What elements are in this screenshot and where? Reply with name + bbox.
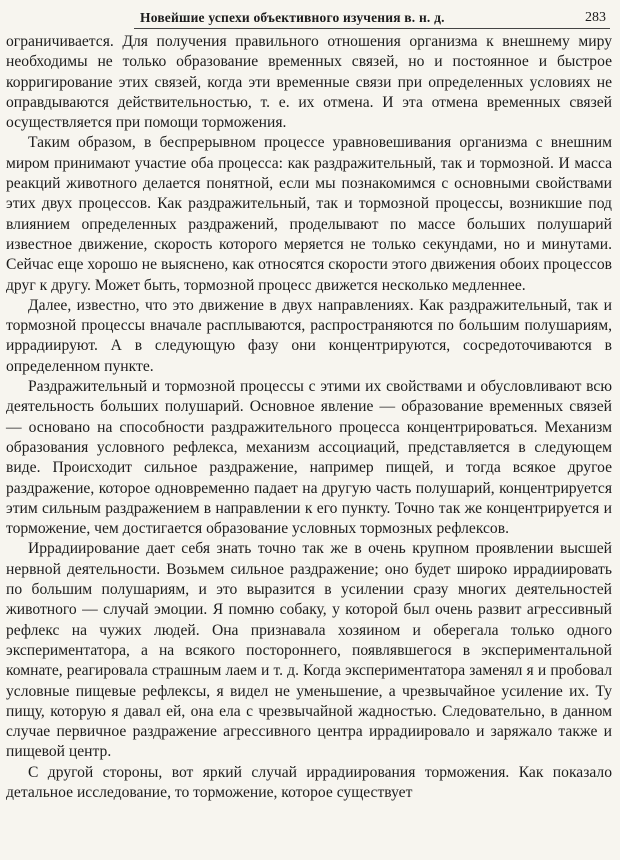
body-text xyxy=(6,32,612,803)
paragraph: Таким образом, в беспрерывном процессе уравновешивания организма с внешним миром принимают участие оба процесса: как раздражительный, так и тормозной. И масса реакций животного делается понятной, если мы познакомимся с основными свойствами этих двух процессов. Как раздражительный, так и тормозной процессы, возникшие под влиянием определенных раздражений, проделывают по массе больших полушарий известное движение, скорость которого меряется не только секундами, но и минутами. Сейчас еще хорошо не выяснено, как относятся скорости этого движения обоих процессов друг к другу. Может быть, тормозной процесс движется несколько медленнее. xyxy=(6,134,612,294)
header-rule xyxy=(134,28,610,29)
paragraph: ограничивается. Для получения правильного отношения организма к внешнему миру необходимы не только образование временных связей, но и постоянное и быстрое корригирование этих связей, когда эти временные связи при определенных условиях не оправдываются действительностью, т. е. их отмена. И эта отмена временных связей осуществляется при помощи торможения. xyxy=(6,33,612,132)
paragraph: Далее, известно, что это движение в двух направлениях. Как раздражительный, так и тормозной процессы вначале расплываются, распространяются по большим полушариям, иррадиируют. А в следующую фазу они концентрируются, сосредоточиваются в определенном пункте. xyxy=(6,296,612,375)
paragraph: С другой стороны, вот яркий случай иррадиирования торможения. Как показало детальное исследование, то торможение, которое существует xyxy=(6,763,612,801)
page-header xyxy=(0,4,620,26)
page-number: 283 xyxy=(585,10,606,25)
paragraph: Раздражительный и тормозной процессы с этими их свойствами и обусловливают всю деятельность больших полушарий. Основное явление — образование временных связей — основано на способности раздражительного процесса концентрироваться. Механизм образования условного рефлекса, механизм ассоциаций, представляется в следующем виде. Происходит сильное раздражение, например пищей, и тогда всякое другое раздражение, которое одновременно падает на другую часть полушарий, концентрируется этим сильным раздражением в направлении к его пункту. Точно так же концентрируется и торможение, чем достигается образование условных тормозных рефлексов. xyxy=(6,378,612,538)
paragraph: Иррадиирование дает себя знать точно так же в очень крупном проявлении высшей нервной деятельности. Возьмем сильное раздражение; оно будет широко иррадиировать по большим полушариям, и это выразится в усилении сразу многих деятельностей животного — случай эмоции. Я помню собаку, у которой был очень развит агрессивный рефлекс на чужих людей. Она признавала хозяином и оберегала только одного экспериментатора, а на всякого постороннего, появлявшегося в экспериментальной комнате, реагировала страшным лаем и т. д. Когда экспериментатора заменял я и пробовал условные пищевые рефлексы, я видел не уменьшение, а чрезвычайное усиление их. Ту пищу, которую я давал ей, она ела с чрезвычайной жадностью. Следовательно, в данном случае первичное раздражение агрессивного центра иррадиировало и заряжало также и пищевой центр. xyxy=(6,540,612,761)
running-title: Новейшие успехи объективного изучения в. н. д. xyxy=(140,10,445,25)
